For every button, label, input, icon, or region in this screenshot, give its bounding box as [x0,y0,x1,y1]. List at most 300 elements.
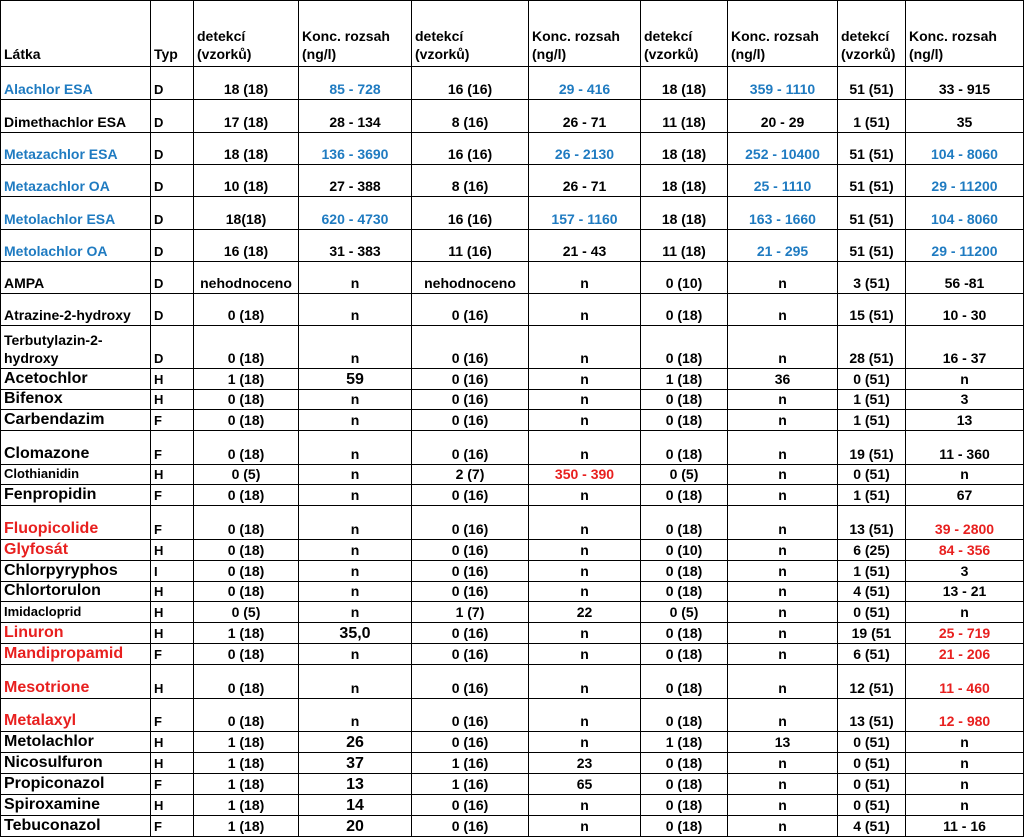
cell-range-1: n [299,665,412,699]
substance-name: AMPA [1,262,151,294]
header-detections-3: detekcí (vzorků) [641,1,728,67]
cell-range-1: n [299,410,412,431]
cell-detections-1: 1 (18) [194,816,299,837]
substance-name: Fluopicolide [1,506,151,540]
cell-range-4: n [906,602,1024,623]
cell-range-2: n [529,326,641,369]
cell-range-1: 26 [299,732,412,753]
cell-range-4: 16 - 37 [906,326,1024,369]
cell-range-1: 35,0 [299,623,412,644]
substance-name: Spiroxamine [1,795,151,816]
substance-type: D [151,165,194,197]
cell-detections-4: 51 (51) [838,133,906,165]
cell-detections-4: 19 (51 [838,623,906,644]
cell-detections-1: 17 (18) [194,100,299,133]
cell-range-2: n [529,390,641,410]
substance-type: D [151,230,194,262]
substance-type: F [151,816,194,837]
cell-detections-1: 0 (18) [194,644,299,665]
cell-detections-2: 0 (16) [412,390,529,410]
cell-range-2: n [529,431,641,465]
cell-detections-4: 0 (51) [838,774,906,795]
cell-range-4: 11 - 360 [906,431,1024,465]
cell-range-1: 27 - 388 [299,165,412,197]
cell-detections-1: 0 (18) [194,410,299,431]
table-row [1,506,1024,540]
cell-detections-1: 0 (18) [194,665,299,699]
substance-name: Metolachlor OA [1,230,151,262]
cell-range-3: n [728,582,838,602]
cell-detections-2: 0 (16) [412,540,529,561]
cell-detections-3: 0 (18) [641,294,728,326]
cell-range-4: 11 - 16 [906,816,1024,837]
cell-range-3: n [728,816,838,837]
cell-detections-4: 51 (51) [838,67,906,100]
table-row [1,623,1024,644]
substance-name: Linuron [1,623,151,644]
cell-range-3: n [728,665,838,699]
cell-range-1: n [299,644,412,665]
table-row [1,294,1024,326]
cell-detections-1: 18(18) [194,197,299,230]
substance-name: Carbendazim [1,410,151,431]
substance-name: Alachlor ESA [1,67,151,100]
cell-range-4: 29 - 11200 [906,230,1024,262]
cell-detections-2: 8 (16) [412,100,529,133]
cell-range-2: 65 [529,774,641,795]
cell-detections-2: 0 (16) [412,795,529,816]
substance-name: Mandipropamid [1,644,151,665]
cell-range-2: n [529,485,641,506]
cell-range-1: 59 [299,369,412,390]
cell-detections-1: 1 (18) [194,774,299,795]
substance-type: F [151,644,194,665]
header-range-1: Konc. rozsah (ng/l) [299,1,412,67]
cell-detections-2: 0 (16) [412,816,529,837]
cell-detections-3: 0 (18) [641,485,728,506]
cell-detections-2: 0 (16) [412,561,529,582]
cell-range-2: n [529,540,641,561]
cell-detections-3: 0 (18) [641,410,728,431]
cell-range-4: 25 - 719 [906,623,1024,644]
cell-range-4: n [906,753,1024,774]
cell-range-4: 104 - 8060 [906,197,1024,230]
cell-range-3: n [728,602,838,623]
substance-name: Terbutylazin-2-hydroxy [1,326,151,369]
table-row [1,230,1024,262]
substance-name: Metazachlor OA [1,165,151,197]
header-type: Typ [151,1,194,67]
cell-detections-2: 0 (16) [412,326,529,369]
cell-range-4: 3 [906,561,1024,582]
cell-detections-4: 51 (51) [838,230,906,262]
cell-detections-3: 0 (18) [641,816,728,837]
cell-detections-2: 2 (7) [412,465,529,485]
cell-range-1: 28 - 134 [299,100,412,133]
cell-detections-3: 0 (18) [641,326,728,369]
cell-detections-4: 0 (51) [838,795,906,816]
cell-detections-3: 18 (18) [641,67,728,100]
cell-range-1: n [299,602,412,623]
cell-detections-3: 0 (18) [641,623,728,644]
cell-detections-4: 1 (51) [838,100,906,133]
cell-range-2: n [529,506,641,540]
substance-type: D [151,262,194,294]
cell-range-2: 350 - 390 [529,465,641,485]
table-row [1,326,1024,369]
cell-detections-2: 0 (16) [412,410,529,431]
substance-type: H [151,369,194,390]
substance-name: Clothianidin [1,465,151,485]
header-substance: Látka [1,1,151,67]
cell-range-1: n [299,294,412,326]
cell-range-3: n [728,623,838,644]
cell-range-2: n [529,665,641,699]
cell-detections-4: 0 (51) [838,753,906,774]
cell-detections-2: 0 (16) [412,485,529,506]
cell-detections-3: 0 (18) [641,644,728,665]
cell-detections-4: 6 (51) [838,644,906,665]
table-row [1,753,1024,774]
cell-detections-3: 0 (18) [641,795,728,816]
table-row [1,390,1024,410]
cell-range-3: n [728,431,838,465]
substance-name: Nicosulfuron [1,753,151,774]
cell-detections-2: 0 (16) [412,294,529,326]
substance-type: H [151,795,194,816]
cell-detections-1: 1 (18) [194,732,299,753]
cell-detections-3: 0 (18) [641,390,728,410]
cell-range-1: 620 - 4730 [299,197,412,230]
cell-range-1: n [299,465,412,485]
substance-name: Metolachlor ESA [1,197,151,230]
cell-range-3: 21 - 295 [728,230,838,262]
cell-detections-3: 1 (18) [641,369,728,390]
substance-type: H [151,665,194,699]
cell-detections-3: 0 (18) [641,699,728,732]
substance-type: H [151,732,194,753]
cell-detections-1: 1 (18) [194,753,299,774]
cell-detections-4: 51 (51) [838,197,906,230]
cell-range-3: n [728,644,838,665]
cell-range-4: 67 [906,485,1024,506]
cell-detections-1: 0 (5) [194,602,299,623]
cell-range-4: 84 - 356 [906,540,1024,561]
cell-range-2: 157 - 1160 [529,197,641,230]
table-row [1,133,1024,165]
substance-name: Dimethachlor ESA [1,100,151,133]
cell-detections-2: 8 (16) [412,165,529,197]
cell-detections-4: 15 (51) [838,294,906,326]
cell-detections-2: 0 (16) [412,732,529,753]
header-range-3: Konc. rozsah (ng/l) [728,1,838,67]
cell-detections-2: 0 (16) [412,644,529,665]
cell-range-1: n [299,506,412,540]
cell-detections-4: 19 (51) [838,431,906,465]
cell-range-4: 12 - 980 [906,699,1024,732]
cell-range-4: 104 - 8060 [906,133,1024,165]
cell-range-1: 136 - 3690 [299,133,412,165]
cell-detections-1: 1 (18) [194,623,299,644]
substance-name: Clomazone [1,431,151,465]
cell-range-4: n [906,732,1024,753]
cell-detections-3: 11 (18) [641,230,728,262]
cell-detections-1: 0 (18) [194,540,299,561]
cell-detections-2: nehodnoceno [412,262,529,294]
table-row [1,262,1024,294]
cell-range-2: n [529,795,641,816]
cell-range-3: 20 - 29 [728,100,838,133]
cell-range-4: n [906,369,1024,390]
cell-range-2: n [529,561,641,582]
table-row [1,795,1024,816]
cell-range-3: n [728,410,838,431]
cell-range-3: 163 - 1660 [728,197,838,230]
cell-detections-3: 0 (10) [641,540,728,561]
cell-detections-4: 3 (51) [838,262,906,294]
substance-type: D [151,133,194,165]
cell-range-2: n [529,369,641,390]
cell-range-1: 20 [299,816,412,837]
cell-detections-1: 0 (18) [194,431,299,465]
cell-range-3: n [728,795,838,816]
substance-type: D [151,67,194,100]
cell-range-4: 13 [906,410,1024,431]
cell-detections-3: 0 (18) [641,665,728,699]
table-row [1,644,1024,665]
header-range-4: Konc. rozsah (ng/l) [906,1,1024,67]
cell-range-2: n [529,816,641,837]
cell-range-4: 33 - 915 [906,67,1024,100]
substance-name: Atrazine-2-hydroxy [1,294,151,326]
cell-detections-1: 1 (18) [194,795,299,816]
header-detections-1: detekcí (vzorků) [194,1,299,67]
cell-range-3: n [728,262,838,294]
cell-detections-4: 0 (51) [838,465,906,485]
substance-name: Propiconazol [1,774,151,795]
cell-range-2: n [529,582,641,602]
cell-detections-1: 18 (18) [194,67,299,100]
cell-range-4: 21 - 206 [906,644,1024,665]
cell-range-2: n [529,410,641,431]
cell-detections-1: 18 (18) [194,133,299,165]
cell-range-2: n [529,262,641,294]
cell-detections-4: 1 (51) [838,410,906,431]
cell-detections-1: 16 (18) [194,230,299,262]
cell-detections-3: 0 (5) [641,465,728,485]
cell-detections-3: 18 (18) [641,197,728,230]
cell-range-4: 39 - 2800 [906,506,1024,540]
cell-detections-2: 0 (16) [412,623,529,644]
table-row [1,100,1024,133]
cell-detections-3: 0 (18) [641,774,728,795]
substance-name: Bifenox [1,390,151,410]
cell-range-3: 25 - 1110 [728,165,838,197]
cell-detections-3: 18 (18) [641,165,728,197]
substance-name: Acetochlor [1,369,151,390]
substance-type: D [151,197,194,230]
cell-detections-3: 1 (18) [641,732,728,753]
substance-name: Chlortorulon [1,582,151,602]
cell-detections-3: 0 (10) [641,262,728,294]
table-row [1,197,1024,230]
cell-range-1: n [299,561,412,582]
table-row [1,67,1024,100]
substance-name: Metalaxyl [1,699,151,732]
substance-name: Metazachlor ESA [1,133,151,165]
cell-detections-3: 0 (18) [641,431,728,465]
table-row [1,465,1024,485]
table-row [1,561,1024,582]
cell-range-1: n [299,540,412,561]
cell-range-3: n [728,540,838,561]
cell-detections-1: 0 (18) [194,506,299,540]
cell-range-3: 252 - 10400 [728,133,838,165]
table-row [1,485,1024,506]
table-row [1,431,1024,465]
cell-range-2: n [529,644,641,665]
substance-name: Mesotrione [1,665,151,699]
substance-type: H [151,623,194,644]
cell-detections-2: 0 (16) [412,582,529,602]
cell-detections-4: 13 (51) [838,506,906,540]
cell-range-2: 26 - 71 [529,100,641,133]
cell-detections-1: 0 (18) [194,294,299,326]
substance-name: Metolachlor [1,732,151,753]
cell-detections-2: 16 (16) [412,197,529,230]
cell-range-1: n [299,485,412,506]
substance-type: H [151,390,194,410]
cell-detections-4: 13 (51) [838,699,906,732]
cell-detections-1: 10 (18) [194,165,299,197]
cell-range-2: n [529,732,641,753]
cell-detections-2: 0 (16) [412,431,529,465]
cell-detections-4: 12 (51) [838,665,906,699]
cell-detections-1: 0 (5) [194,465,299,485]
cell-range-3: n [728,465,838,485]
cell-detections-4: 51 (51) [838,165,906,197]
substance-type: D [151,326,194,369]
table-body [1,67,1024,837]
cell-range-4: 11 - 460 [906,665,1024,699]
cell-detections-1: 0 (18) [194,582,299,602]
cell-detections-2: 1 (7) [412,602,529,623]
cell-range-2: 21 - 43 [529,230,641,262]
cell-range-2: 29 - 416 [529,67,641,100]
substance-name: Tebuconazol [1,816,151,837]
cell-detections-2: 0 (16) [412,369,529,390]
cell-detections-2: 1 (16) [412,774,529,795]
cell-range-3: n [728,326,838,369]
cell-detections-1: 0 (18) [194,699,299,732]
table-row [1,582,1024,602]
cell-range-3: n [728,485,838,506]
substance-type: H [151,540,194,561]
cell-range-3: 359 - 1110 [728,67,838,100]
cell-range-2: n [529,623,641,644]
substance-type: D [151,294,194,326]
cell-detections-2: 1 (16) [412,753,529,774]
substance-type: F [151,774,194,795]
cell-range-3: 13 [728,732,838,753]
cell-range-1: 31 - 383 [299,230,412,262]
cell-detections-3: 0 (18) [641,753,728,774]
cell-range-2: n [529,699,641,732]
cell-detections-1: 0 (18) [194,561,299,582]
substance-name: Glyfosát [1,540,151,561]
cell-detections-3: 0 (18) [641,561,728,582]
cell-range-1: n [299,326,412,369]
substance-type: F [151,699,194,732]
cell-range-4: 10 - 30 [906,294,1024,326]
cell-detections-4: 1 (51) [838,561,906,582]
header-detections-4: detekcí (vzorků) [838,1,906,67]
cell-detections-4: 6 (25) [838,540,906,561]
cell-range-4: 29 - 11200 [906,165,1024,197]
cell-range-4: n [906,465,1024,485]
substance-type: D [151,100,194,133]
cell-range-1: 37 [299,753,412,774]
cell-range-2: 22 [529,602,641,623]
cell-range-1: n [299,431,412,465]
cell-range-4: 3 [906,390,1024,410]
cell-range-4: 35 [906,100,1024,133]
cell-range-2: 26 - 2130 [529,133,641,165]
cell-range-1: n [299,262,412,294]
substance-type: F [151,485,194,506]
substance-type: F [151,431,194,465]
table-row [1,540,1024,561]
cell-range-2: n [529,294,641,326]
cell-range-3: n [728,774,838,795]
cell-detections-4: 0 (51) [838,369,906,390]
table-row [1,165,1024,197]
cell-range-3: 36 [728,369,838,390]
cell-range-1: 85 - 728 [299,67,412,100]
header-row [1,1,1024,67]
substance-type: F [151,506,194,540]
header-detections-2: detekcí (vzorků) [412,1,529,67]
cell-range-1: n [299,699,412,732]
table-row [1,774,1024,795]
cell-range-1: n [299,390,412,410]
cell-range-2: 23 [529,753,641,774]
cell-detections-4: 1 (51) [838,390,906,410]
cell-detections-3: 0 (5) [641,602,728,623]
substance-name: Imidacloprid [1,602,151,623]
cell-detections-1: 0 (18) [194,390,299,410]
cell-range-4: 13 - 21 [906,582,1024,602]
cell-range-4: n [906,774,1024,795]
table-row [1,410,1024,431]
table-row [1,369,1024,390]
cell-detections-2: 0 (16) [412,506,529,540]
cell-detections-4: 0 (51) [838,602,906,623]
cell-detections-1: 1 (18) [194,369,299,390]
table-row [1,665,1024,699]
table-row [1,732,1024,753]
cell-detections-3: 11 (18) [641,100,728,133]
cell-detections-3: 0 (18) [641,582,728,602]
table-row [1,699,1024,732]
cell-range-3: n [728,294,838,326]
cell-detections-4: 0 (51) [838,732,906,753]
cell-detections-4: 4 (51) [838,816,906,837]
cell-detections-2: 0 (16) [412,699,529,732]
cell-detections-2: 11 (16) [412,230,529,262]
cell-detections-2: 0 (16) [412,665,529,699]
table-row [1,602,1024,623]
